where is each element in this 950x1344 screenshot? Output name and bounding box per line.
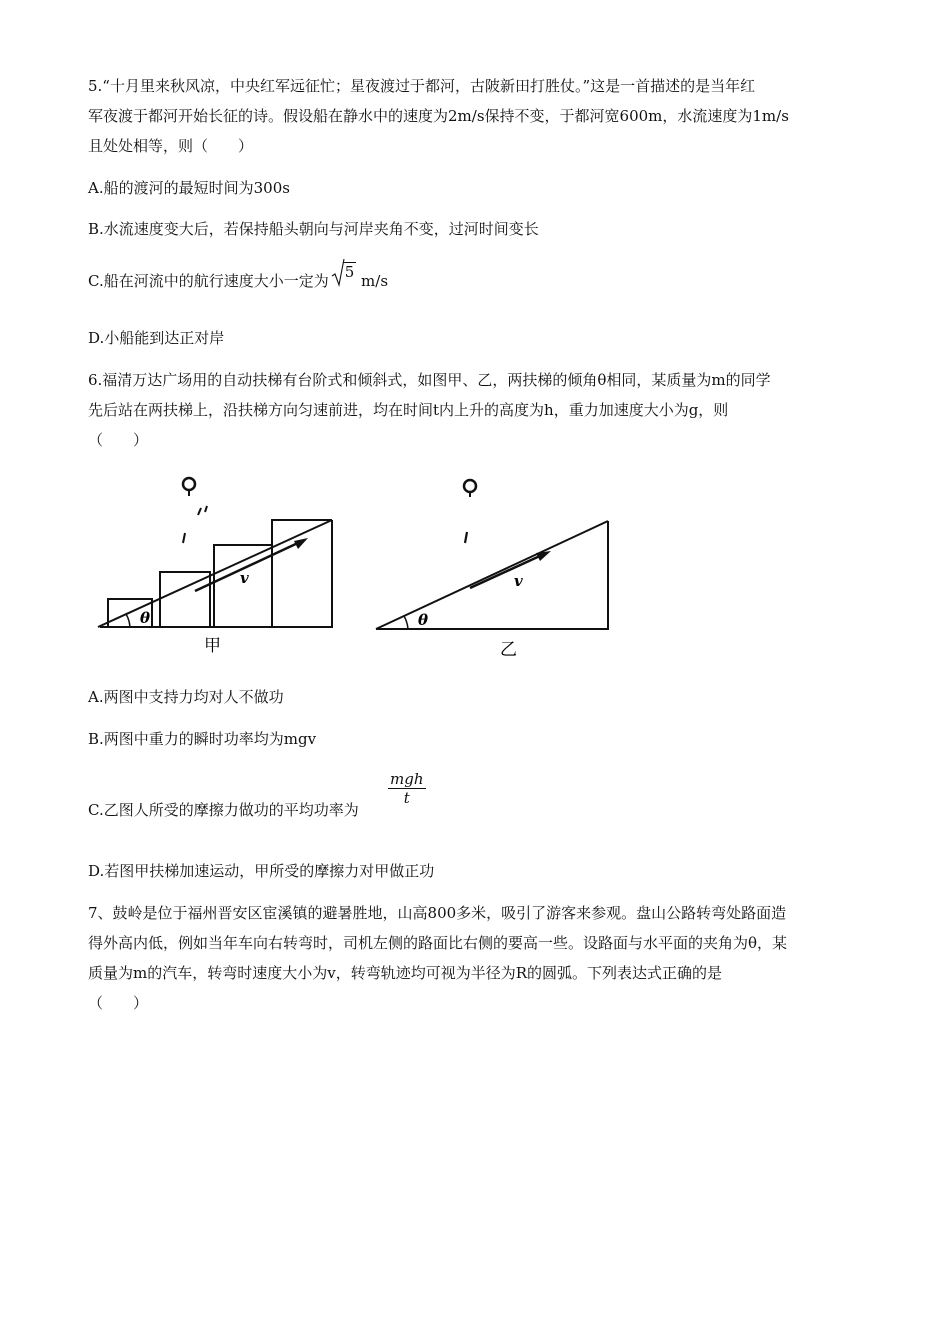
angle-arc-right: [404, 616, 408, 629]
escalator-stepped: [98, 520, 332, 627]
sqrt-expression: [331, 263, 357, 291]
angle-label-left: θ: [140, 609, 151, 627]
q5-option-c: [88, 263, 389, 291]
angle-label-right: θ: [418, 611, 429, 629]
q6-stem-line2: 先后站在两扶梯上，沿扶梯方向匀速前进，均在时间t内上升的高度为h，重力加速度大小为g，则: [88, 401, 729, 419]
q6-stem-line3: （ ）: [88, 431, 149, 449]
q7-stem-line3: 质量为m的汽车，转弯时速度大小为v，转弯轨迹均可视为半径为R的圆弧。下列表达式正确的是: [88, 964, 722, 982]
q5-option-c-unit: m/s: [361, 272, 389, 290]
q5-stem-line1: 5.“十月里来秋风凉，中央红军远征忙；星夜渡过于都河，古陂新田打胜仗。”这是一首描述的是当年红: [88, 77, 756, 95]
q6-stem-line1: 6.福清万达广场用的自动扶梯有台阶式和倾斜式，如图甲、乙，两扶梯的倾角θ相同，某质量为m的同学: [88, 371, 771, 389]
person-head-right-icon: [464, 480, 476, 492]
person-marks-left: [198, 508, 201, 515]
escalator-inclined: [376, 521, 608, 629]
q7-stem-line4: （ ）: [88, 994, 149, 1012]
person-head-left-icon: [183, 478, 195, 490]
arrowhead-left-icon: [294, 538, 308, 549]
caption-yi: 乙: [500, 640, 517, 660]
q6-option-b: B.两图中重力的瞬时功率均为mgv: [88, 730, 317, 748]
escalator-figure: [90, 465, 630, 665]
q5-stem-line3: 且处处相等，则（ ）: [88, 137, 254, 155]
q6-option-d: D.若图甲扶梯加速运动，甲所受的摩擦力对甲做正功: [88, 862, 435, 880]
q7-stem-line2: 得外高内低，例如当年车向右转弯时，司机左侧的路面比右侧的要高一些。设路面与水平面的夹角为θ，某: [88, 934, 788, 952]
angle-arc-left: [126, 614, 130, 627]
person-mark-right: [465, 532, 467, 543]
q6-option-c: C.乙图人所受的摩擦力做功的平均功率为: [88, 801, 359, 819]
caption-jia: 甲: [204, 636, 221, 656]
velocity-label-left: v: [240, 569, 249, 587]
fraction-numerator: mgh: [390, 770, 424, 788]
q7-stem-line1: 7、鼓岭是位于福州晋安区宦溪镇的避暑胜地，山高800多米，吸引了游客来参观。盘山公路转弯处路面造: [88, 904, 787, 922]
sqrt-radicand: 5: [344, 263, 355, 281]
q5-option-c-text: C.船在河流中的航行速度大小一定为: [88, 272, 329, 290]
fraction-mgh-over-t: [388, 770, 426, 807]
velocity-arrow-right: [470, 555, 542, 588]
q6-option-a: A.两图中支持力均对人不做功: [88, 688, 284, 706]
q5-option-a: A.船的渡河的最短时间为300s: [88, 179, 290, 197]
q5-option-d: D.小船能到达正对岸: [88, 329, 225, 347]
q5-stem-line2: 军夜渡于都河开始长征的诗。假设船在静水中的速度为2m/s保持不变，于都河宽600m，水流速度为1m/s: [88, 107, 789, 125]
q5-option-b: B.水流速度变大后，若保持船头朝向与河岸夹角不变，过河时间变长: [88, 220, 539, 238]
velocity-label-right: v: [514, 572, 523, 590]
fraction-denominator: t: [403, 789, 410, 807]
